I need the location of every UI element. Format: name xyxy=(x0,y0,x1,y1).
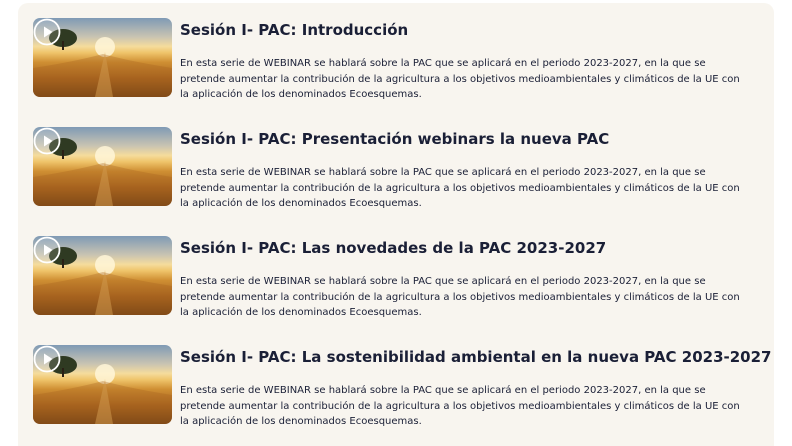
video-thumbnail[interactable] xyxy=(33,18,172,97)
webinar-item xyxy=(33,18,773,101)
video-thumbnail[interactable] xyxy=(33,127,172,206)
webinar-title[interactable]: Sesión I- PAC: La sostenibilidad ambiental en la nueva PAC 2023-2027 xyxy=(180,348,772,366)
webinar-title[interactable]: Sesión I- PAC: Las novedades de la PAC 2023-2027 xyxy=(180,239,607,257)
webinar-item xyxy=(33,127,773,210)
webinar-description: En esta serie de WEBINAR se hablará sobre la PAC que se aplicará en el periodo 2023-2027, en la que se pretende aumentar la contribución de la agricultura a los objetivos medioambientales y climáticos de la UE con la aplicación de los denominados Ecoesquemas. xyxy=(180,385,740,428)
webinar-description: En esta serie de WEBINAR se hablará sobre la PAC que se aplicará en el periodo 2023-2027, en la que se pretende aumentar la contribución de la agricultura a los objetivos medioambientales y climáticos de la UE con la aplicación de los denominados Ecoesquemas. xyxy=(180,276,740,319)
webinar-title[interactable]: Sesión I- PAC: Introducción xyxy=(180,21,409,39)
play-icon[interactable] xyxy=(33,127,61,155)
play-icon[interactable] xyxy=(33,236,61,264)
webinar-item xyxy=(33,236,773,319)
webinar-title[interactable]: Sesión I- PAC: Presentación webinars la nueva PAC xyxy=(180,130,610,148)
webinar-description: En esta serie de WEBINAR se hablará sobre la PAC que se aplicará en el periodo 2023-2027, en la que se pretende aumentar la contribución de la agricultura a los objetivos medioambientales y climáticos de la UE con la aplicación de los denominados Ecoesquemas. xyxy=(180,167,740,210)
webinar-description: En esta serie de WEBINAR se hablará sobre la PAC que se aplicará en el periodo 2023-2027, en la que se pretende aumentar la contribución de la agricultura a los objetivos medioambientales y climáticos de la UE con la aplicación de los denominados Ecoesquemas. xyxy=(180,58,740,101)
play-icon[interactable] xyxy=(33,18,61,46)
video-thumbnail[interactable] xyxy=(33,236,172,315)
play-icon[interactable] xyxy=(33,345,61,373)
video-thumbnail[interactable] xyxy=(33,345,172,424)
webinar-item xyxy=(33,345,773,428)
